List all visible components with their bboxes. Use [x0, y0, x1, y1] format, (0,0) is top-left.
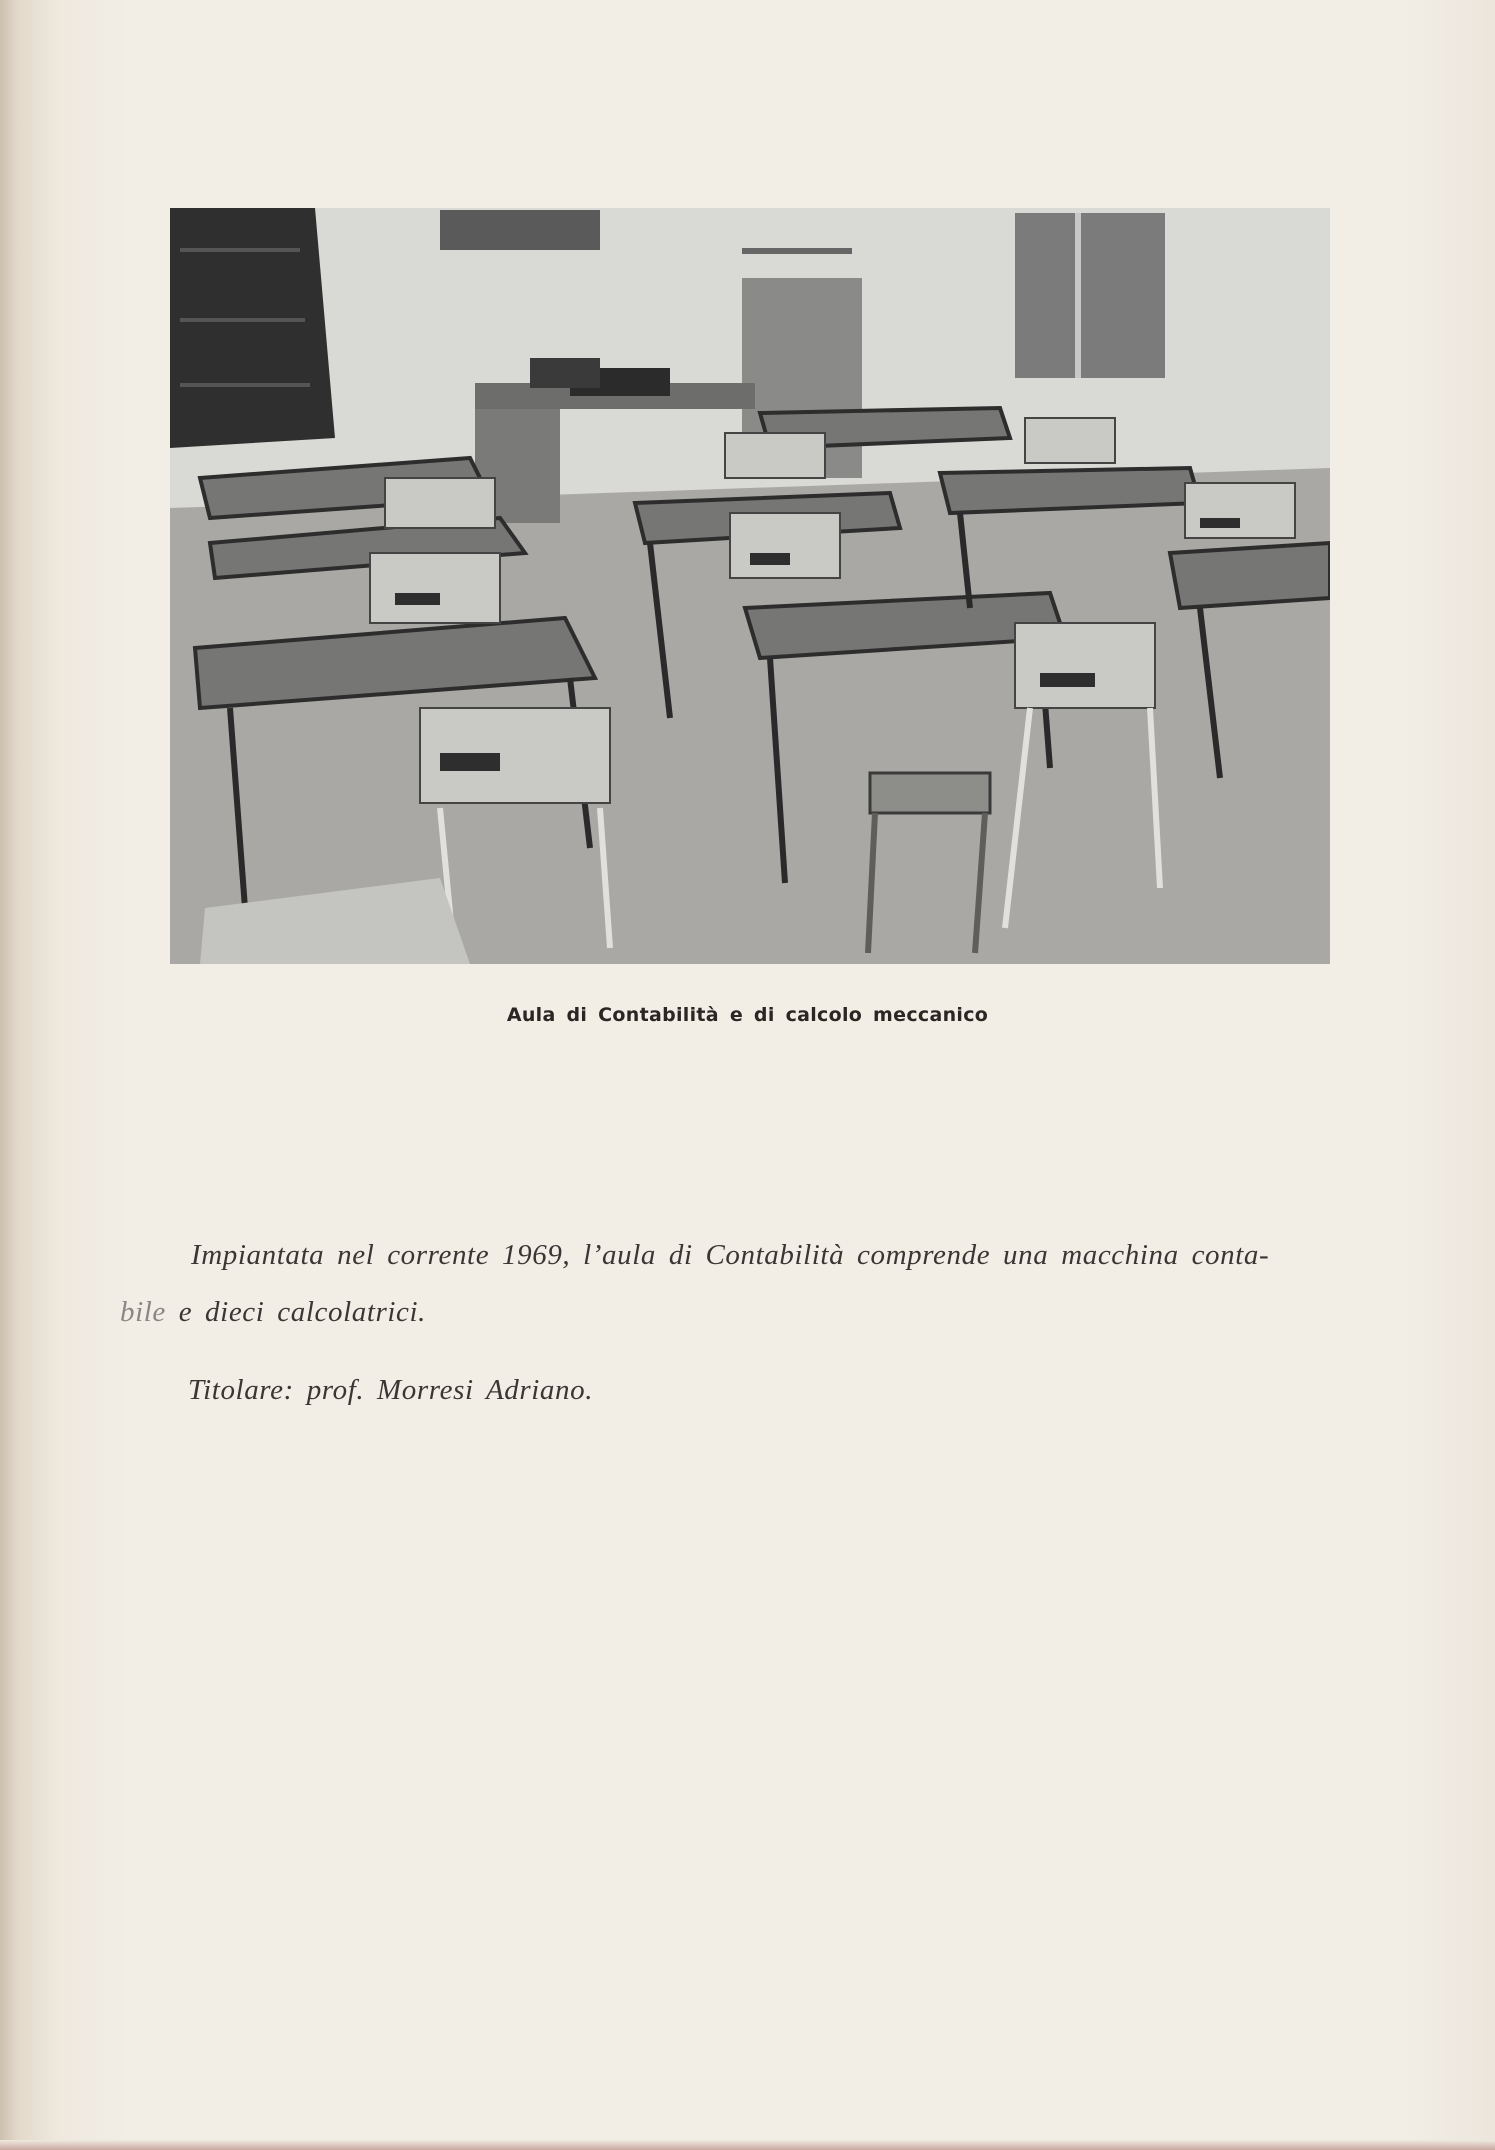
- classroom-photo-icon: [170, 208, 1330, 964]
- paragraph-line-2: [120, 1296, 426, 1329]
- paragraph-line-2-rest: e dieci calcolatrici.: [165, 1296, 427, 1328]
- paragraph-line-2-hyphen-part: bile: [120, 1296, 166, 1328]
- paragraph-line-1: Impiantata nel corrente 1969, l’aula di Contabilità comprende una macchina conta-: [191, 1239, 1270, 1271]
- page-bottom-edge: [0, 2140, 1495, 2150]
- photo-caption: Aula di Contabilità e di calcolo meccanico: [506, 1004, 989, 1026]
- classroom-photo: [170, 208, 1330, 964]
- instructor-line: Titolare: prof. Morresi Adriano.: [188, 1374, 594, 1406]
